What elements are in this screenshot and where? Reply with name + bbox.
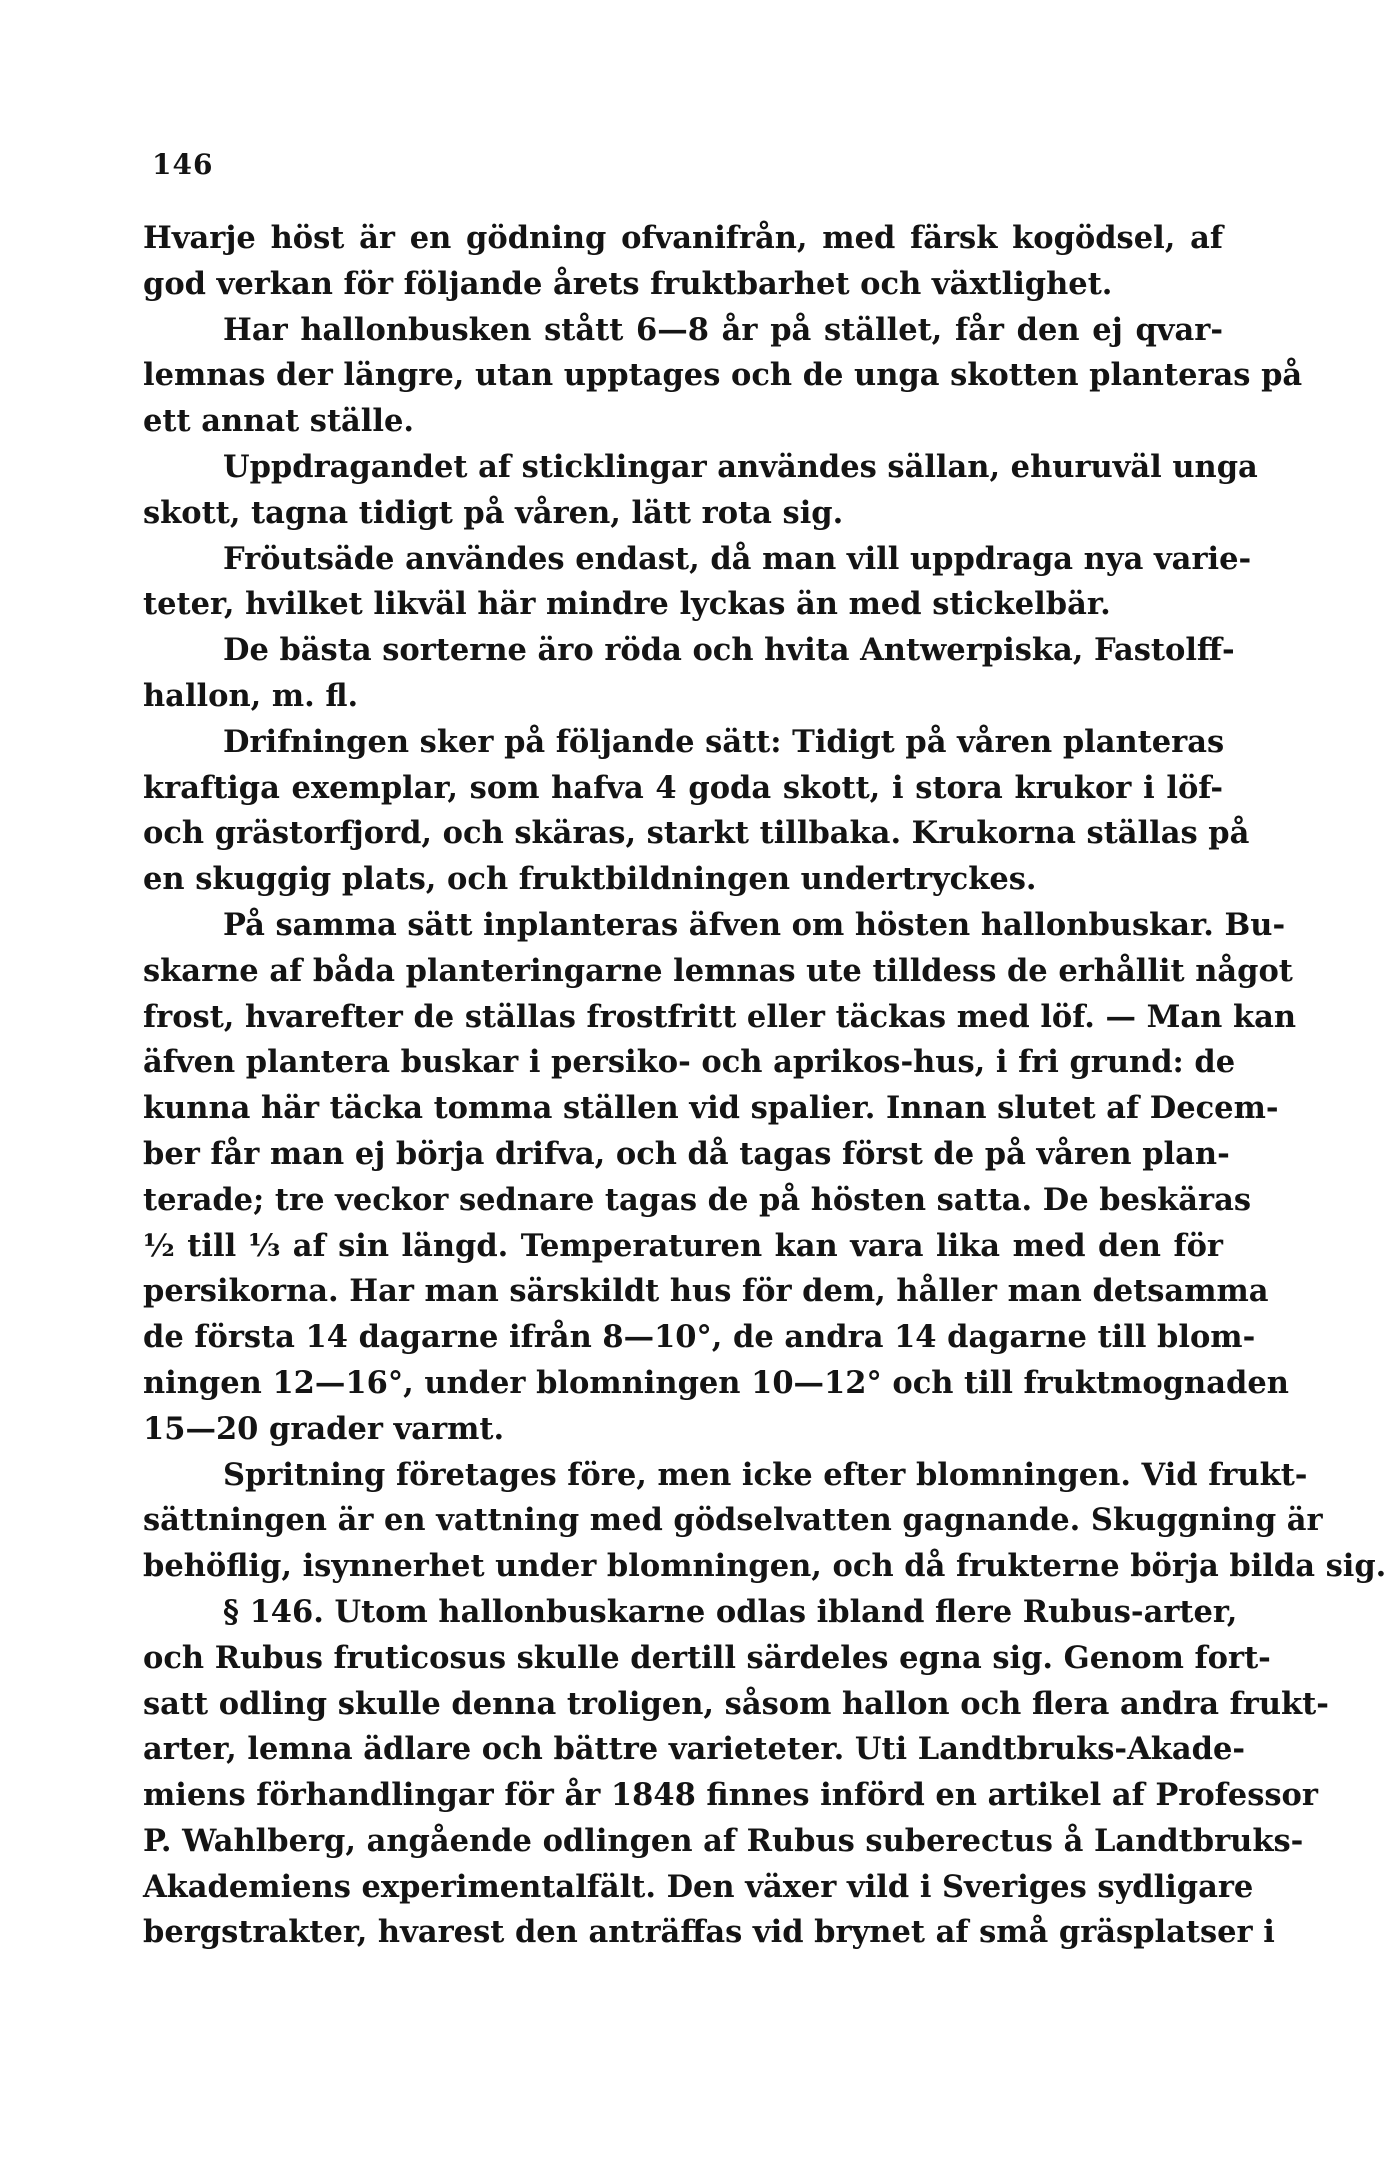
- text-line: skott, tagna tidigt på våren, lätt rota sig.: [143, 494, 844, 531]
- text-line: Har hallonbusken stått 6—8 år på stället, får den ej qvar-: [223, 311, 1223, 348]
- text-line: ½ till ⅓ af sin längd. Temperaturen kan vara lika med den för: [143, 1227, 1223, 1264]
- text-line: lemnas der längre, utan upptages och de unga skotten planteras på: [143, 357, 1303, 394]
- text-line: Hvarje höst är en gödning ofvanifrån, med färsk kogödsel, af: [143, 220, 1223, 256]
- text-line: § 146. Utom hallonbuskarne odlas ibland flere Rubus-arter,: [223, 1593, 1238, 1630]
- text-line: miens förhandlingar för år 1848 finnes införd en artikel af Professor: [143, 1777, 1318, 1814]
- text-line: och Rubus fruticosus skulle dertill särdeles egna sig. Genom fort-: [143, 1639, 1271, 1676]
- text-line: 15—20 grader varmt.: [143, 1410, 505, 1447]
- text-line: Akademiens experimentalfält. Den växer vild i Sveriges sydligare: [143, 1868, 1254, 1905]
- text-line: sättningen är en vattning med gödselvatten gagnande. Skuggning är: [143, 1502, 1323, 1539]
- text-line: På samma sätt inplanteras äfven om hösten hallonbuskar. Bu-: [223, 906, 1286, 943]
- page-number: 146: [152, 148, 214, 181]
- text-line: Spritning företages före, men icke efter blomningen. Vid frukt-: [223, 1456, 1308, 1493]
- text-line: arter, lemna ädlare och bättre varieteter. Uti Landtbruks-Akade-: [143, 1731, 1246, 1768]
- text-line: god verkan för följande årets fruktbarhet och växtlighet.: [143, 265, 1113, 302]
- text-line: ningen 12—16°, under blomningen 10—12° och till fruktmognaden: [143, 1364, 1289, 1401]
- text-line: Uppdragandet af sticklingar användes sällan, ehuruväl unga: [223, 448, 1258, 485]
- text-line: terade; tre veckor sednare tagas de på hösten satta. De beskäras: [143, 1181, 1252, 1218]
- text-line: bergstrakter, hvarest den anträffas vid brynet af små gräsplatser i: [143, 1914, 1275, 1951]
- text-line: de första 14 dagarne ifrån 8—10°, de andra 14 dagarne till blom-: [143, 1319, 1256, 1356]
- text-line: en skuggig plats, och fruktbildningen undertryckes.: [143, 861, 1037, 898]
- text-line: Fröutsäde användes endast, då man vill uppdraga nya varie-: [223, 540, 1252, 577]
- text-line: äfven plantera buskar i persiko- och aprikos-hus, i fri grund: de: [143, 1044, 1236, 1081]
- text-line: Drifningen sker på följande sätt: Tidigt på våren planteras: [223, 723, 1225, 760]
- text-line: hallon, m. fl.: [143, 677, 359, 714]
- text-line: P. Wahlberg, angående odlingen af Rubus suberectus å Landtbruks-: [143, 1822, 1304, 1859]
- text-line: satt odling skulle denna troligen, såsom hallon och flera andra frukt-: [143, 1685, 1329, 1722]
- text-line: skarne af båda planteringarne lemnas ute tilldess de erhållit något: [143, 952, 1293, 989]
- text-line: kraftiga exemplar, som hafva 4 goda skott, i stora krukor i löf-: [143, 769, 1223, 806]
- text-line: teter, hvilket likväl här mindre lyckas än med stickelbär.: [143, 586, 1111, 623]
- text-line: ber får man ej börja drifva, och då tagas först de på våren plan-: [143, 1135, 1230, 1172]
- text-line: persikorna. Har man särskildt hus för dem, håller man detsamma: [143, 1273, 1269, 1310]
- text-line: frost, hvarefter de ställas frostfritt eller täckas med löf. — Man kan: [143, 998, 1297, 1035]
- text-line: behöflig, isynnerhet under blomningen, och då frukterne börja bilda sig.: [143, 1548, 1387, 1585]
- text-line: kunna här täcka tomma ställen vid spalier. Innan slutet af Decem-: [143, 1090, 1279, 1127]
- body-text: [143, 216, 1387, 1956]
- text-line: De bästa sorterne äro röda och hvita Antwerpiska, Fastolff-: [223, 632, 1235, 669]
- text-line: ett annat ställe.: [143, 403, 415, 440]
- text-line: och grästorfjord, och skäras, starkt tillbaka. Krukorna ställas på: [143, 815, 1250, 852]
